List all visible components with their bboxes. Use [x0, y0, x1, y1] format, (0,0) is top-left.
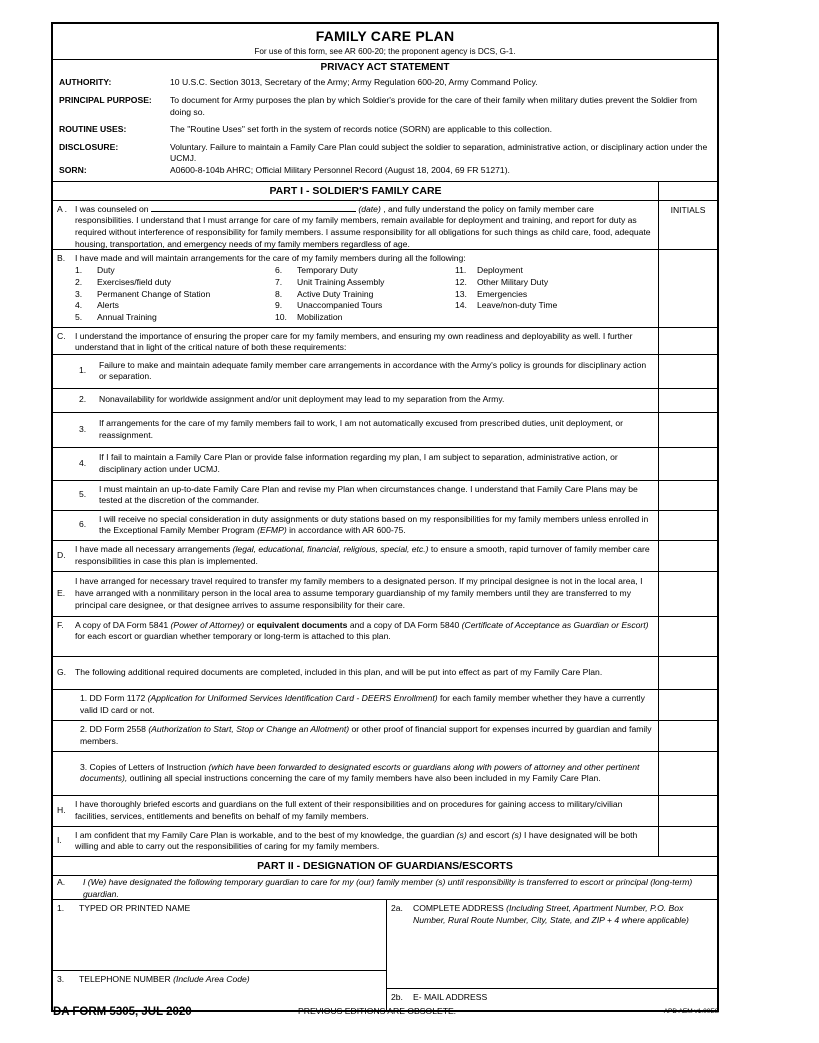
item-number: 2. [79, 394, 87, 405]
privacy-row-authority [59, 77, 711, 89]
duty-label: Exercises/field duty [97, 276, 172, 287]
duty-list-item [455, 289, 635, 301]
privacy-text: A0600-8-104b AHRC; Official Military Personnel Record (August 18, 2004, 69 FR 51271). [170, 165, 510, 176]
statement-g-text: The following additional required documents are completed, included in this plan, and will be put into effect as part of my Family Care Plan. [75, 666, 603, 677]
duty-label: Other Military Duty [477, 276, 549, 287]
statement-e-text: I have arranged for necessary travel required to transfer my family members to a designated person. If my principal designee is not in the local area, I have arranged with a nonmilitary person in the local area to assume temporary guardianship of my family members until they are transferred to my principal care designee, or that designee arrives to assume responsibility for their care. [75, 576, 643, 610]
form-subtitle: For use of this form, see AR 600-20; the proponent agency is DCS, G-1. [254, 46, 516, 56]
guardian-address-field[interactable] [387, 900, 717, 989]
item-letter: H. [57, 804, 66, 815]
item-letter: C. [57, 330, 66, 341]
duty-number: 6. [275, 265, 283, 276]
text-segment: for each escort or guardian whether temporary or long-term is attached to this plan. [75, 631, 391, 642]
part1-title: PART I - SOLDIER'S FAMILY CARE [269, 184, 442, 197]
statement-g3-text [80, 762, 654, 785]
privacy-act-statement [53, 60, 717, 182]
text-italic: (legal, educational, financial, religious, special, etc.) [232, 544, 429, 555]
statement-c3-text: If arrangements for the care of my family members fail to work, I am not automatically excused from prescribed duties, unit deployment, or reassignment. [99, 418, 623, 440]
item-letter: A . [57, 203, 68, 214]
statement-g3 [53, 752, 717, 796]
text-segment: outlining all special instructions concerning the care of my family members have also been included in my Family Care Plan. [129, 773, 601, 784]
text-italic: (Application for Uniformed Services Identification Card - DEERS Enrollment) [147, 693, 438, 704]
duty-number: 3. [75, 288, 83, 299]
text-segment: , and fully understand the policy on family member care responsibilities. I understand that I must arrange for care of my family members, remain available for deployment and training, and report for duty as required without interference of responsibility for family members. I assume responsibility for all obligations for such things as child care, food, adequate housing, transportation, and emergency needs of my family members regardless of age. [75, 203, 651, 249]
item-letter: A. [57, 876, 66, 887]
privacy-label: SORN: [59, 165, 87, 176]
text-segment: I have designated will be both willing and able to carry out the responsibilities of caring for my family members. [75, 829, 638, 852]
initials-header-blank [658, 182, 717, 200]
item-letter: E. [57, 587, 66, 598]
statement-c6 [53, 511, 717, 541]
duty-list-item [75, 312, 275, 324]
privacy-row-disclosure [59, 142, 711, 165]
text-segment: I will receive no special consideration in duty assignments or duty stations based on my responsibilities for my family members unless enrolled in the Exceptional Family Member Program [99, 513, 649, 536]
privacy-text: The "Routine Uses" set forth in the system of records notice (SORN) are applicable to this collection. [170, 124, 553, 135]
privacy-label: PRINCIPAL PURPOSE: [59, 95, 152, 106]
initials-cell-g[interactable] [658, 657, 717, 689]
initials-cell-g2[interactable] [658, 721, 717, 751]
part2-title-row [53, 857, 717, 876]
family-care-plan-form [51, 22, 719, 1012]
duty-list-item [75, 289, 275, 301]
privacy-row-sorn [59, 165, 711, 177]
privacy-text: Voluntary. Failure to maintain a Family Care Plan could subject the soldier to separation, administrative action, or disciplinary action under the UCMJ. [170, 141, 708, 164]
guardian-address-label: COMPLETE ADDRESS [413, 902, 504, 913]
duty-list-item [75, 277, 275, 289]
privacy-text: To document for Army purposes the plan by which Soldier's provide for the care of their family when military duties prevent the Soldier from doing so. [170, 95, 698, 117]
text-segment: 1. DD Form 1172 [80, 693, 146, 704]
guardian-name-label: TYPED OR PRINTED NAME [79, 902, 191, 913]
duty-label: Temporary Duty [297, 265, 358, 276]
statement-c6-text [99, 514, 654, 537]
privacy-label: ROUTINE USES: [59, 124, 127, 135]
field-number: 3. [57, 973, 65, 984]
statement-g [53, 657, 717, 690]
duty-label: Annual Training [97, 311, 157, 322]
statement-h [53, 796, 717, 827]
obsolete-notice: PREVIOUS EDITIONS ARE OBSOLETE. [298, 1006, 457, 1016]
text-segment: or other proof of financial support for expenses incurred by guardian and family members. [80, 724, 652, 746]
text-italic: (s) [456, 829, 467, 840]
statement-h-text: I have thoroughly briefed escorts and guardians on the full extent of their responsibilities and on procedures for gaining access to military/civilian facilities, services, entitlements and benefits on behalf of my family members. [75, 799, 623, 821]
text-segment: 3. Copies of Letters of Instruction [80, 761, 207, 772]
duty-label: Deployment [477, 265, 523, 276]
duty-label: Active Duty Training [297, 288, 374, 299]
initials-cell-c[interactable] [658, 328, 717, 354]
duty-label: Unit Training Assembly [297, 276, 385, 287]
form-header [53, 24, 717, 60]
text-italic: (s) [511, 829, 522, 840]
initials-cell-c6[interactable] [658, 511, 717, 540]
statement-c2-text: Nonavailability for worldwide assignment and/or unit deployment may lead to my separation from the Army. [99, 394, 505, 405]
duty-list-item [275, 265, 455, 277]
privacy-label: DISCLOSURE: [59, 141, 119, 152]
duty-number: 2. [75, 276, 83, 287]
duty-number: 14. [455, 300, 467, 311]
duty-list-item [455, 277, 635, 289]
text-italic: (Include Area Code) [173, 973, 250, 984]
statement-c2 [53, 389, 717, 413]
duty-list-item [275, 312, 455, 324]
statement-g2-text [80, 724, 654, 747]
text-italic: (Including Street, Apartment Number, P.O. Box Number, Rural Route Number, City, State, and ZIP + 4 where applicable) [413, 902, 689, 925]
statement-b [53, 250, 717, 328]
text-segment: A copy of DA Form 5841 [75, 619, 169, 630]
duty-number: 1. [75, 265, 83, 276]
statement-e [53, 572, 717, 617]
part2-statement-a [53, 876, 717, 900]
privacy-row-purpose [59, 95, 711, 118]
statement-c1-text: Failure to make and maintain adequate family member care arrangements in accordance with the Army's policy is grounds for disciplinary action or separation. [99, 359, 647, 382]
efmp-abbrev: (EFMP) [257, 525, 287, 536]
initials-cell-c4[interactable] [658, 448, 717, 480]
text-segment: or [246, 619, 255, 630]
duty-number: 7. [275, 276, 283, 287]
field-number: 1. [57, 902, 65, 913]
duty-number: 10. [275, 311, 287, 322]
form-version: APD AEM v1.00ES [663, 1008, 719, 1015]
duty-number: 5. [75, 311, 83, 322]
initials-cell-a[interactable] [658, 201, 717, 249]
statement-a [53, 201, 717, 250]
duty-number: 12. [455, 276, 467, 287]
part2-a-text: I (We) have designated the following temporary guardian to care for my (our) family member (s) until responsibility is transferred to escort or principal (long-term) guardian. [83, 876, 693, 899]
item-number: 1. [79, 365, 87, 376]
statement-c1 [53, 355, 717, 389]
statement-g1-text [80, 693, 654, 716]
text-italic: (which have been forwarded to designated escorts or guardians along with powers of attorney and other pertinent documents), [80, 761, 640, 784]
initials-cell-d[interactable] [658, 541, 717, 571]
duty-list-item [275, 277, 455, 289]
item-letter: I. [57, 835, 62, 846]
text-italic: (Power of Attorney) [170, 619, 245, 630]
guardian-name-field[interactable] [53, 900, 386, 971]
duty-number: 11. [455, 265, 467, 276]
initials-cell-c1[interactable] [658, 355, 717, 388]
text-segment: 2. DD Form 2558 [80, 724, 146, 735]
guardian-phone-label: TELEPHONE NUMBER [79, 973, 171, 984]
item-number: 3. [79, 423, 87, 434]
statement-f [53, 617, 717, 657]
duty-label: Alerts [97, 300, 119, 311]
item-letter: D. [57, 549, 66, 560]
text-segment: to ensure a smooth, rapid turnover of family member care responsibilities in case this plan is implemented. [75, 544, 650, 566]
duty-list-item [455, 265, 635, 277]
duty-list-item [75, 265, 275, 277]
duty-list-item [275, 289, 455, 301]
duty-list-item [275, 300, 455, 312]
initials-cell-b[interactable] [658, 250, 717, 327]
statement-a-text [75, 203, 654, 249]
initials-cell-h[interactable] [658, 796, 717, 826]
item-letter: B. [57, 252, 66, 263]
statement-d-text [75, 544, 654, 567]
duty-label: Unaccompanied Tours [297, 300, 383, 311]
duty-list-item [75, 300, 275, 312]
privacy-row-routine-uses [59, 124, 711, 136]
privacy-text: 10 U.S.C. Section 3013, Secretary of the Army; Army Regulation 600-20, Army Command Policy. [170, 77, 538, 88]
text-segment: and a copy of DA Form 5840 [349, 619, 460, 630]
initials-cell-g1[interactable] [658, 690, 717, 720]
item-letter: F. [57, 619, 64, 630]
duty-label: Mobilization [297, 311, 343, 322]
statement-d [53, 541, 717, 572]
text-segment: I am confident that my Family Care Plan is workable, and to the best of my knowledge, the guardian [75, 829, 455, 840]
text-bold: equivalent documents [256, 619, 348, 630]
initials-cell-g3[interactable] [658, 752, 717, 795]
duty-number: 8. [275, 288, 283, 299]
initials-cell-f[interactable] [658, 617, 717, 656]
statement-i-text [75, 830, 654, 853]
statement-f-text [75, 620, 654, 653]
initials-cell-e[interactable] [658, 572, 717, 616]
guardian-email-label: E- MAIL ADDRESS [413, 991, 488, 1002]
statement-b-text: I have made and will maintain arrangements for the care of my family members during all the following: [75, 252, 466, 263]
text-segment: I was counseled on [75, 203, 149, 214]
text-italic: (Certificate of Acceptance as Guardian or Escort) [461, 619, 649, 630]
privacy-label: AUTHORITY: [59, 77, 112, 88]
duty-label: Permanent Change of Station [97, 288, 211, 299]
duty-label: Emergencies [477, 288, 528, 299]
guardian-fields [53, 900, 717, 1010]
statement-g1 [53, 690, 717, 721]
duty-number: 4. [75, 300, 83, 311]
statement-c3 [53, 413, 717, 448]
statement-c [53, 328, 717, 355]
part1-title-row [53, 182, 717, 201]
part2-title: PART II - DESIGNATION OF GUARDIANS/ESCORTS [257, 859, 513, 872]
initials-cell-c2[interactable] [658, 389, 717, 412]
form-id: DA FORM 5305, JUL 2020 [53, 1006, 192, 1018]
item-letter: G. [57, 666, 67, 677]
item-number: 6. [79, 519, 87, 530]
field-number: 2b. [391, 991, 403, 1002]
statement-c-text: I understand the importance of ensuring the proper care for my family members, and ensuring my own readiness and deployability as well. I further understand that in light of the critical nature of both these requirements: [75, 330, 633, 353]
text-segment: for each family member whether they have a currently valid ID card or not. [80, 693, 645, 715]
duty-label: Leave/non-duty Time [477, 300, 558, 311]
initials-cell-c5[interactable] [658, 481, 717, 510]
statement-g2 [53, 721, 717, 752]
statement-c5-text: I must maintain an up-to-date Family Care Plan and revise my Plan when circumstances change. I understand that Family Care Plans may be tested at the discretion of the commander. [99, 483, 638, 506]
initials-cell-i[interactable] [658, 827, 717, 856]
field-number: 2a. [391, 902, 403, 913]
statement-c4-text: If I fail to maintain a Family Care Plan or provide false information regarding my plan, I am subject to separation, administrative action, or disciplinary action under UCMJ. [99, 452, 618, 474]
duty-number: 9. [275, 300, 283, 311]
form-title: FAMILY CARE PLAN [315, 28, 455, 44]
text-segment: and escort [469, 829, 510, 840]
text-segment: in accordance with AR 600-75. [289, 525, 406, 536]
initials-label: INITIALS [670, 204, 706, 215]
duty-label: Duty [97, 265, 115, 276]
form-footer [53, 1006, 719, 1018]
item-number: 5. [79, 489, 87, 500]
item-number: 4. [79, 457, 87, 468]
statement-c4 [53, 448, 717, 481]
initials-cell-c3[interactable] [658, 413, 717, 447]
duty-list [75, 265, 654, 323]
guardian-phone-field[interactable] [53, 971, 386, 1010]
date-hint: (date) [358, 203, 381, 214]
duty-number: 13. [455, 288, 467, 299]
privacy-title: PRIVACY ACT STATEMENT [320, 61, 450, 73]
duty-list-item [455, 300, 635, 312]
text-italic: (Authorization to Start, Stop or Change an Allotment) [148, 724, 350, 735]
text-segment: I have made all necessary arrangements [75, 544, 231, 555]
counseling-date-field[interactable] [151, 204, 356, 212]
statement-i [53, 827, 717, 857]
statement-c5 [53, 481, 717, 511]
